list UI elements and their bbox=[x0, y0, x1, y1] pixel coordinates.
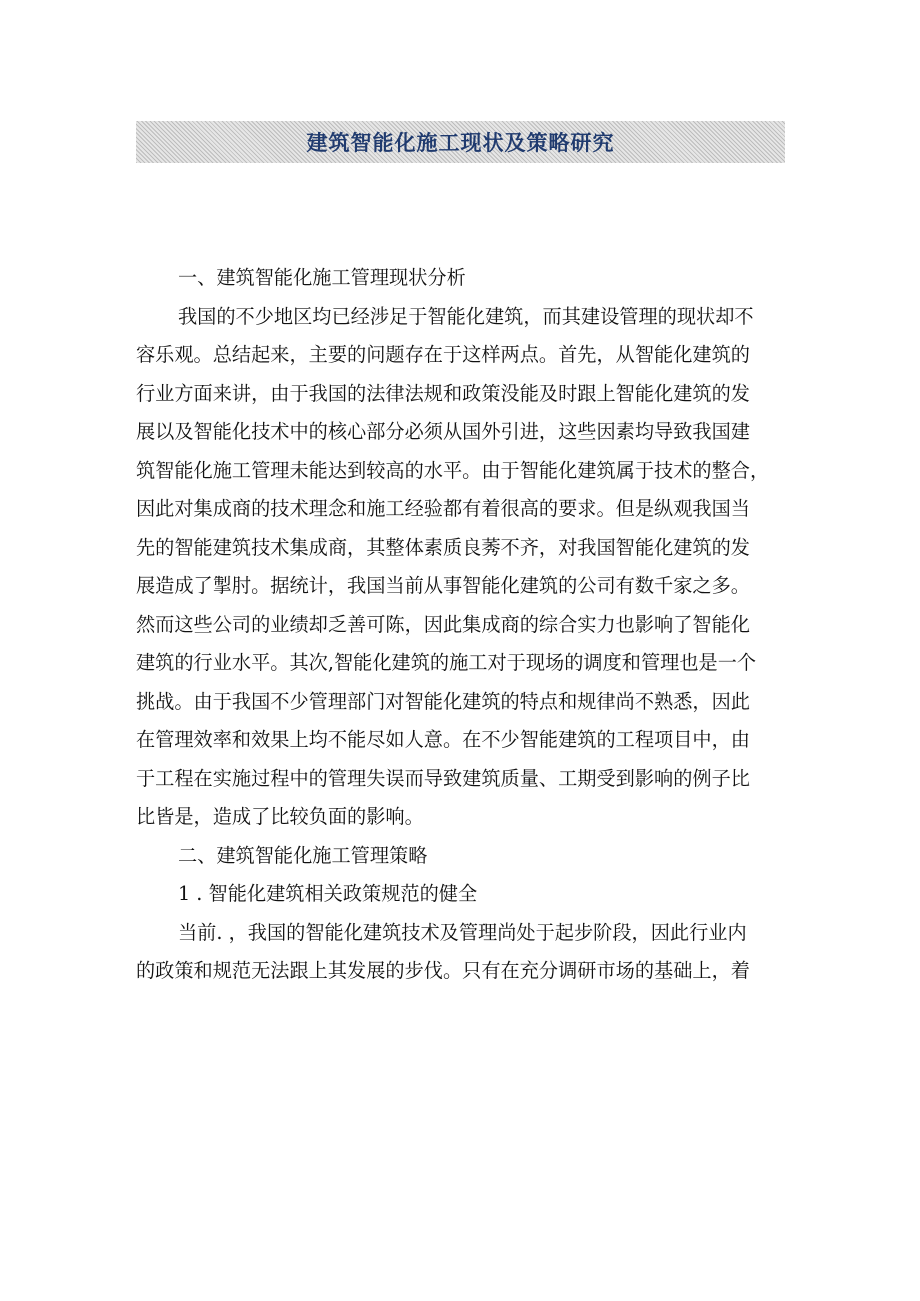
paragraph-line: 我国的不少地区均已经涉足于智能化建筑，而其建设管理的现状却不 bbox=[178, 304, 754, 328]
title-banner bbox=[136, 121, 785, 163]
paragraph-line: 行业方面来讲，由于我国的法律法规和政策没能及时跟上智能化建筑的发 bbox=[136, 381, 750, 405]
subsection-heading-1: 1 . 智能化建筑相关政策规范的健全 bbox=[178, 882, 478, 905]
paragraph-line: 在管理效率和效果上均不能尽如人意。在不少智能建筑的工程项目中，由 bbox=[136, 728, 750, 751]
paragraph-line: 筑智能化施工管理未能达到较高的水平。由于智能化建筑属于技术的整合， bbox=[136, 458, 770, 482]
paragraph-line: 的政策和规范无法跟上其发展的步伐。只有在充分调研市场的基础上，着 bbox=[136, 959, 750, 982]
paragraph-line: 挑战。由于我国不少管理部门对智能化建筑的特点和规律尚不熟悉，因此 bbox=[136, 689, 750, 713]
paragraph-line: 展造成了掣肘。据统计，我国当前从事智能化建筑的公司有数千家之多。 bbox=[136, 574, 750, 597]
paragraph-line: 于工程在实施过程中的管理失误而导致建筑质量、工期受到影响的例子比 bbox=[136, 766, 750, 790]
document-title: 建筑智能化施工现状及策略研究 bbox=[306, 131, 615, 155]
section-heading-1: 一、建筑智能化施工管理现状分析 bbox=[178, 266, 466, 289]
paragraph-line: 容乐观。总结起来，主要的问题存在于这样两点。首先，从智能化建筑的 bbox=[136, 343, 750, 366]
paragraph-line: 展以及智能化技术中的核心部分必须从国外引进，这些因素均导致我国建 bbox=[136, 420, 750, 443]
section-heading-2: 二、建筑智能化施工管理策略 bbox=[178, 843, 428, 867]
paragraph-line: 因此对集成商的技术理念和施工经验都有着很高的要求。但是纵观我国当 bbox=[136, 497, 750, 520]
paragraph-line: 先的智能建筑技术集成商，其整体素质良莠不齐，对我国智能化建筑的发 bbox=[136, 535, 750, 559]
paragraph-line: 比皆是，造成了比较负面的影响。 bbox=[136, 805, 424, 828]
document-body bbox=[136, 259, 786, 991]
paragraph-line: 建筑的行业水平。其次,智能化建筑的施工对于现场的调度和管理也是一个 bbox=[136, 651, 757, 674]
paragraph-line: 然而这些公司的业绩却乏善可陈，因此集成商的综合实力也影响了智能化 bbox=[136, 612, 750, 636]
paragraph-line: 当前. ，我国的智能化建筑技术及管理尚处于起步阶段，因此行业内 bbox=[178, 920, 747, 944]
